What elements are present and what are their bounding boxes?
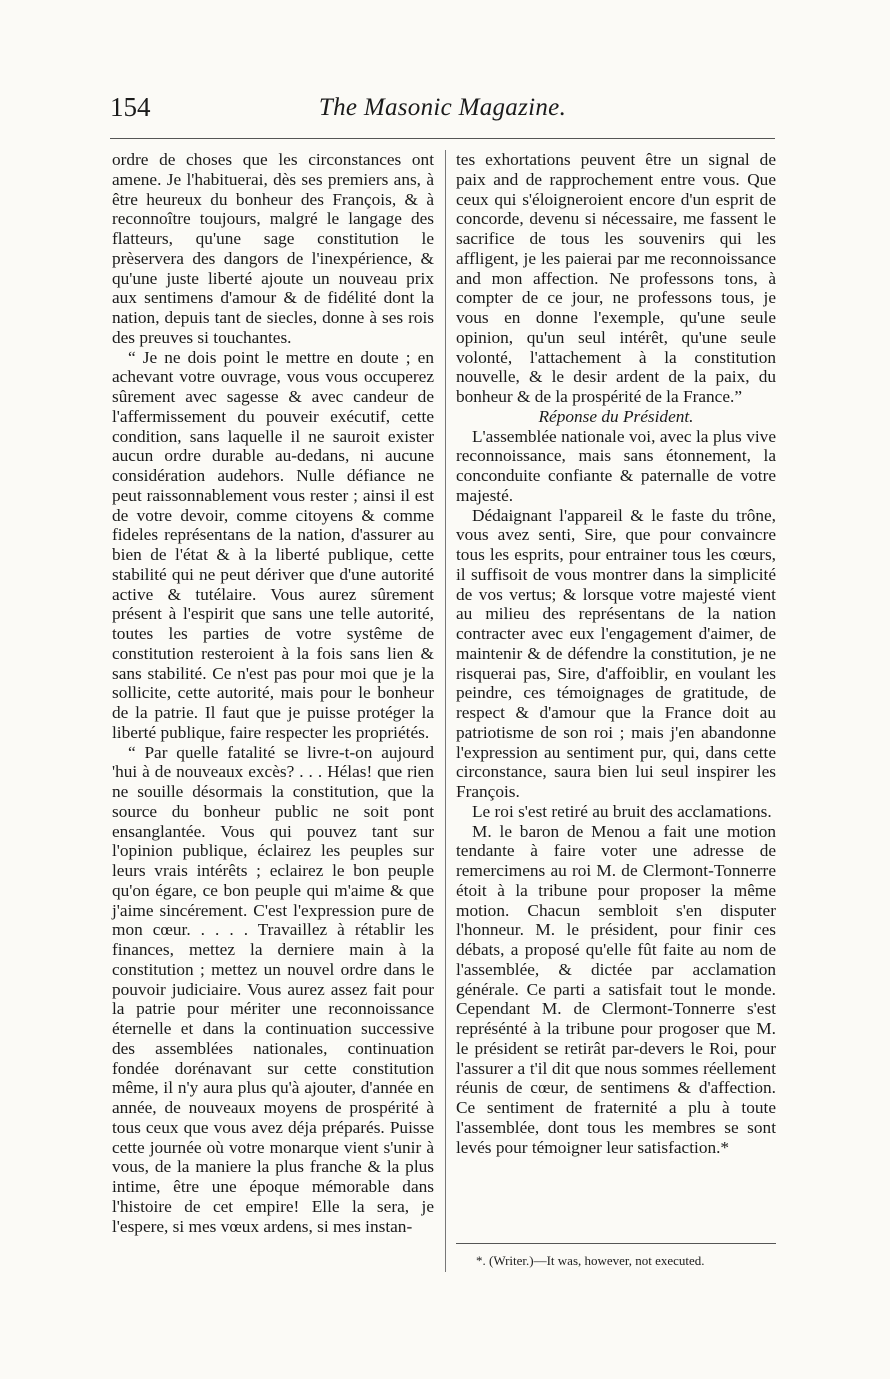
paragraph: Le roi s'est retiré au bruit des acclamations.	[472, 801, 772, 821]
left-column	[112, 150, 434, 1236]
paragraph: “ Par quelle fatalité se livre-t-on aujourd 'hui à de nouveaux excès? . . . Hélas! que rien ne souille désormais la constitution, que la source du bonheur public ne soit pont ensanglantée. Vous qui pouvez tant sur l'opinion publique, éclairez les peuples sur leurs vrais intérêts ; eclairez le bon peuple qu'on égare, ce bon peuple qui m'aime & que j'aime sincérement. C'est l'expression pure de mon cœur. . . . . Travaillez à rétablir les finances, mettez la derniere main à la constitution ; mettez un nouvel ordre dans le pouvoir judiciaire. Vous aurez assez fait pour la patrie pour mériter une reconnoissance éternelle et dans la continuation successive des assemblées nationales, continuation fondée dorénavant sur cette constitution même, il n'y aura plus qu'à ajouter, d'année en année, de nouveaux moyens de prospérité à tous ceux que vous avez déja préparés. Puisse cette journée où votre monarque vient s'unir à vous, de la maniere la plus franche & la plus intime, être une époque mémorable dans l'histoire de cet empire! Elle la sera, je l'espere, si mes vœux ardens, si mes instan-	[112, 742, 434, 1236]
page-number: 154	[110, 92, 151, 122]
footnote: *. (Writer.)—It was, however, not executed.	[476, 1253, 705, 1268]
page-header	[110, 88, 775, 128]
paragraph: L'assemblée nationale voi, avec la plus vive reconnoissance, mais sans étonnement, la conconduite confiante & paternalle de votre majesté.	[456, 426, 776, 505]
header-rule	[110, 138, 775, 139]
column-divider	[445, 150, 446, 1272]
paragraph: Dédaignant l'appareil & le faste du trône, vous avez senti, Sire, que pour convaincre tous les esprits, pour entrainer tous les cœurs, il suffisoit de vous montrer dans la simplicité de vos vertus; & lorsque votre majesté vient au milieu des représentans de la nation contracter avec eux l'engagement d'aimer, de maintenir & de défendre la constitution, je ne risquerai pas, Sire, d'affoiblir, en voulant les peindre, ces témoignages de gratitude, de respect & d'amour que la France doit au patriotisme de son roi ; mais j'en abandonne l'expression au sentiment pur, qui, dans cette circonstance, saura bien lui seul inspirer les François.	[456, 505, 776, 801]
running-title: The Masonic Magazine.	[318, 94, 567, 121]
footnote-rule	[456, 1243, 776, 1244]
section-heading: Réponse du Président.	[538, 406, 694, 426]
paragraph: “ Je ne dois point le mettre en doute ; en achevant votre ouvrage, vous vous occuperez sûrement avec sagesse & avec candeur de l'affermissement du pouveir exécutif, cette condition, sans laquelle il ne sauroit exister aucun ordre durable au-dedans, ni aucune considération audehors. Nulle défiance ne peut raissonnablement vous rester ; ainsi il est de votre devoir, comme citoyens & comme fideles représentans de la nation, d'assurer au bien de l'état & à la liberté publique, cette stabilité qui ne peut dériver que d'une autorité active & tutélaire. Vous aurez sûrement présent à l'espirit que sans une telle autorité, toutes les parties de votre systême de constitution resteroient à la fois sans lien & sans stabilité. Ce n'est pas pour moi que je la sollicite, cette autorité, mais pour le bonheur de la patrie. Il faut que je puisse protéger la liberté publique, faire respecter les propriétés.	[112, 347, 434, 742]
paragraph: M. le baron de Menou a fait une motion tendante à faire voter une adresse de remercimens au roi M. de Clermont-Tonnerre étoit à la tribune pour proposer la même motion. Chacun sembloit s'en disputer l'honneur. M. le président, pour finir ces débats, a proposé qu'elle fût faite au nom de l'assemblée, & dictée par acclamation générale. Ce parti a satisfait tout le monde. Cependant M. de Clermont-Tonnerre s'est représénté à la tribune pour progoser que M. le président se retirât par-devers le Roi, pour l'assurer a t'il dit que nous sommes réellement réunis de cœur, de sentimens & d'affection. Ce sentiment de fraternité a plu à toute l'assemblée, dont tous les membres se sont levés pour témoigner leur satisfaction.*	[456, 821, 776, 1157]
right-column	[456, 150, 776, 1157]
paragraph: tes exhortations peuvent être un signal de paix and de rapprochement entre vous. Que ceux qui s'éloigneroient encore d'un esprit de concorde, devenu si nécessaire, me fassent le sacrifice de tous les souvenirs qui les affligent, je les paierai par me reconnoissance and mon affection. Ne professons tons, à compter de ce jour, ne professons tous, je vous en donne l'exemple, qu'une seule opinion, qu'un seul intérêt, qu'une seule volonté, l'attachement à la constitution nouvelle, & le desir ardent de la paix, du bonheur & de la prospérité de la France.”	[456, 150, 776, 406]
paragraph: ordre de choses que les circonstances ont amene. Je l'habituerai, dès ses premiers ans, à être heureux du bonheur des François, & à reconnoître toujours, malgré le langage des flatteurs, qu'une sage constitution le prèservera des dangors de l'inexpérience, & qu'une juste liberté ajoute un nouveau prix aux sentimens d'amour & de fidélité dont la nation, depuis tant de siecles, donne à ses rois des preuves si touchantes.	[112, 150, 434, 347]
